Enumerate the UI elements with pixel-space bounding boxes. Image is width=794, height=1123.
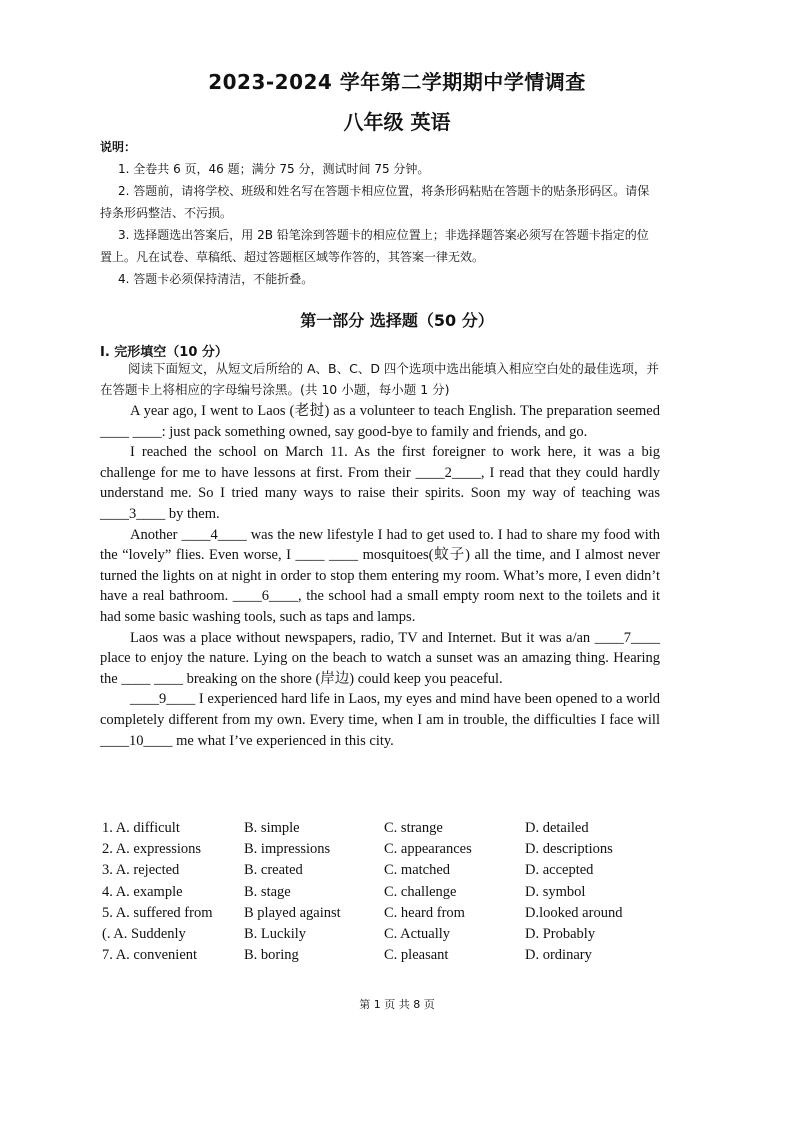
option-b: B. stage [244,883,291,900]
page-number: 第 1 页 共 8 页 [359,998,435,1011]
option-c: C. heard from [384,904,465,921]
instruction-item-4: 4. 答题卡必须保持清洁，不能折叠。 [118,272,314,286]
exam-subtitle: 八年级 英语 [343,110,451,134]
option-d: D. descriptions [525,841,613,858]
option-c: C. challenge [384,883,457,900]
option-d: D. Probably [525,925,596,942]
option-a: 4. A. example [102,883,183,900]
option-d: D.looked around [525,904,623,921]
option-d: D. symbol [525,883,586,900]
option-b: B. Luckily [244,925,307,942]
option-b: B. boring [244,947,299,964]
option-row [102,945,662,966]
cloze-passage [100,401,660,751]
option-c: C. Actually [384,925,451,942]
section-title: 第一部分 选择题（50 分） [300,311,494,330]
option-b: B played against [244,904,341,921]
part-title: I. 完形填空（10 分） [100,345,228,360]
passage-paragraph: Laos was a place without newspapers, radio, TV and Internet. But it was a/an ____7____ place to enjoy the nature. Lying on the beach to watch a sunset was an amazing thing. Hearing the ____ ____ breaking on the shore (岸边) could keep you peaceful. [100,629,660,687]
option-d: D. accepted [525,862,594,879]
instructions-heading: 说明： [100,140,137,154]
option-b: B. created [244,862,303,879]
option-a: 3. A. rejected [102,862,180,879]
option-row [102,924,662,945]
exam-title: 2023-2024 学年第二学期期中学情调查 [208,70,586,94]
directions-text: 阅读下面短文，从短文后所给的 A、B、C、D 四个选项中选出能填入相应空白处的最佳选项，并在答题卡上将相应的字母编号涂黑。(共 10 小题，每小题 1 分) [100,361,659,397]
option-d: D. detailed [525,820,589,836]
option-row [102,839,662,860]
option-d: D. ordinary [525,947,592,964]
option-b: B. simple [244,820,300,836]
option-c: C. matched [384,862,451,879]
option-a: 7. A. convenient [102,947,198,964]
option-c: C. pleasant [384,947,449,964]
option-a: 2. A. expressions [102,841,202,858]
option-c: C. strange [384,820,443,836]
passage-paragraph: A year ago, I went to Laos (老挝) as a volunteer to teach English. The preparation seemed ____ ____: just pack something owned, say good-bye to family and friends, and go. [100,403,660,440]
option-row [102,818,662,839]
instruction-item-1: 1. 全卷共 6 页，46 题；满分 75 分，测试时间 75 分钟。 [118,162,430,176]
option-row [102,903,662,924]
option-row [102,882,662,903]
options-list [102,818,662,966]
option-b: B. impressions [244,841,331,858]
passage-paragraph: I reached the school on March 11. As the first foreigner to work here, it was a big challenge for me to have lessons at first. From their ____2____, I read that they could hardly understand me. So I tried many ways to raise their spirits. Soon my way of teaching was ____3____ by them. [100,444,660,522]
instruction-item-2: 2. 答题前，请将学校、班级和姓名写在答题卡相应位置，将条形码粘贴在答题卡的贴条形码区。请保持条形码整洁、不污损。 [100,184,650,220]
instruction-item-3: 3. 选择题选出答案后，用 2B 铅笔涂到答题卡的相应位置上；非选择题答案必须写在答题卡指定的位置上。凡在试卷、草稿纸、超过答题框区域等作答的，其答案一律无效。 [100,228,649,264]
option-row [102,860,662,881]
passage-paragraph: Another ____4____ was the new lifestyle I had to get used to. I had to share my food with the “lovely” flies. Even worse, I ____ ____ mosquitoes(蚊子) all the time, and I almost never turned the lights on at night in order to stop them entering my room. What’s more, I even didn’t have a real bathroom. ____6____, the school had a small empty room next to the toilets and it had some basic washing tools, such as taps and lamps. [100,526,660,625]
passage-paragraph: ____9____ I experienced hard life in Laos, my eyes and mind have been opened to a world completely different from my own. Every time, when I am in trouble, the difficulties I face will ____10____ me what I’ve experienced in this city. [100,691,660,749]
option-a: (. A. Suddenly [102,925,186,942]
option-a: 5. A. suffered from [102,904,213,921]
option-c: C. appearances [384,841,472,858]
option-a: 1. A. difficult [102,820,180,836]
